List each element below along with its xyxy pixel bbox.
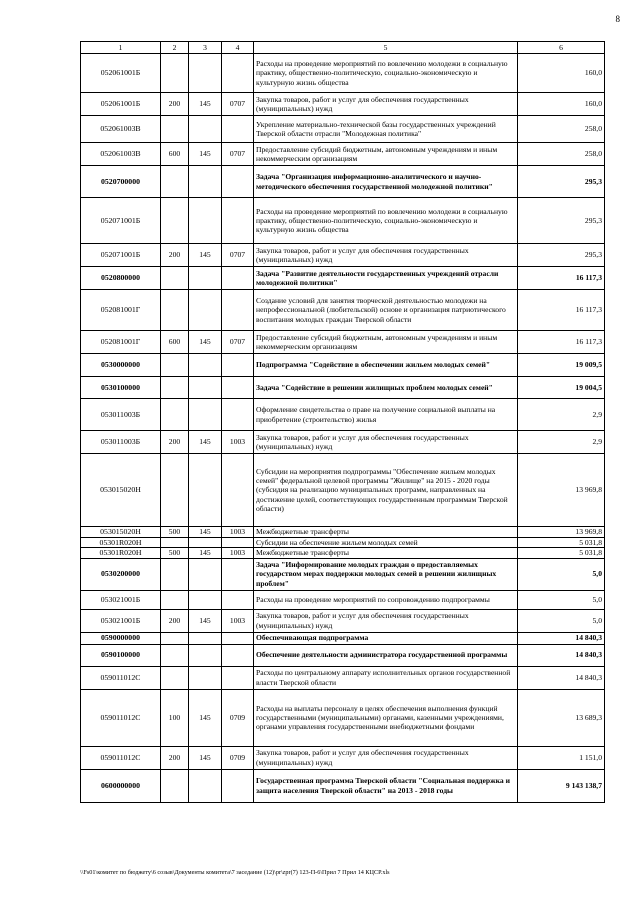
code-cell: 05301R020Н	[81, 537, 161, 548]
amount-cell: 295,3	[518, 198, 605, 244]
section-cell: 145	[189, 431, 222, 454]
expense-type-cell	[161, 769, 189, 802]
subsection-cell	[222, 769, 254, 802]
expense-type-cell: 200	[161, 609, 189, 632]
description-cell: Закупка товаров, работ и услуг для обеспечения государственных (муниципальных) нужд	[254, 609, 518, 632]
expense-type-cell	[161, 590, 189, 609]
expense-type-cell	[161, 267, 189, 290]
table-row	[81, 377, 605, 399]
amount-cell: 295,3	[518, 166, 605, 198]
subsection-cell	[222, 632, 254, 644]
amount-cell: 2,9	[518, 399, 605, 431]
table-row	[81, 609, 605, 632]
expense-type-cell: 600	[161, 331, 189, 354]
section-cell	[189, 116, 222, 143]
expense-type-cell	[161, 666, 189, 689]
header-cell: 5	[254, 42, 518, 54]
description-cell: Расходы по центральному аппарату исполнительных органов государственной власти Тверской области	[254, 666, 518, 689]
description-cell: Межбюджетные трансферты	[254, 527, 518, 538]
code-cell: 052071001Б	[81, 198, 161, 244]
description-cell: Расходы на выплаты персоналу в целях обеспечения выполнения функций государственными (муниципальными) органами, казенными учреждениями, органами управления государственными внебюджетными фондами	[254, 689, 518, 746]
header-cell: 4	[222, 42, 254, 54]
amount-cell: 13 969,8	[518, 527, 605, 538]
subsection-cell	[222, 54, 254, 93]
amount-cell: 5 031,8	[518, 537, 605, 548]
section-cell	[189, 666, 222, 689]
code-cell: 059011012С	[81, 666, 161, 689]
amount-cell: 13 689,3	[518, 689, 605, 746]
budget-table	[80, 41, 605, 803]
section-cell: 145	[189, 548, 222, 559]
table-row	[81, 590, 605, 609]
section-cell	[189, 377, 222, 399]
code-cell: 052061001Б	[81, 54, 161, 93]
description-cell: Задача "Информирование молодых граждан о предоставляемых государством мерах поддержки молодых семей в решении жилищных проблем"	[254, 558, 518, 590]
amount-cell: 5 031,8	[518, 548, 605, 559]
amount-cell: 13 969,8	[518, 454, 605, 527]
description-cell: Субсидии на мероприятия подпрограммы "Обеспечение жильем молодых семей" федеральной целевой программы "Жилище" на 2015 - 2020 годы (субсидия на реализацию муниципальных программ, направленных на достижение целей, соответствующих государственным программам Тверской области)	[254, 454, 518, 527]
description-cell: Закупка товаров, работ и услуг для обеспечения государственных (муниципальных) нужд	[254, 431, 518, 454]
subsection-cell	[222, 558, 254, 590]
expense-type-cell	[161, 116, 189, 143]
description-cell: Предоставление субсидий бюджетным, автономным учреждениям и иным некоммерческим организациям	[254, 143, 518, 166]
subsection-cell: 1003	[222, 609, 254, 632]
table-row	[81, 632, 605, 644]
expense-type-cell	[161, 537, 189, 548]
code-cell: 053021001Б	[81, 609, 161, 632]
table-row	[81, 116, 605, 143]
amount-cell: 19 004,5	[518, 377, 605, 399]
expense-type-cell: 200	[161, 244, 189, 267]
subsection-cell: 0707	[222, 143, 254, 166]
description-cell: Межбюджетные трансферты	[254, 548, 518, 559]
table-row	[81, 331, 605, 354]
expense-type-cell	[161, 377, 189, 399]
description-cell: Задача "Содействие в решении жилищных проблем молодых семей"	[254, 377, 518, 399]
header-row	[81, 42, 605, 54]
expense-type-cell	[161, 632, 189, 644]
code-cell: 053015020Н	[81, 454, 161, 527]
expense-type-cell: 200	[161, 93, 189, 116]
table-row	[81, 244, 605, 267]
code-cell: 053015020Н	[81, 527, 161, 538]
page-number: 8	[615, 14, 620, 24]
section-cell	[189, 354, 222, 377]
file-path-footer: \\Fs01\комитет по бюджету\6 созыв\Документы комитета\7 заседание (12)\pr\zpr(7) 123-П-6\Прил 7 Прил 14 КЦСР.xls	[80, 869, 390, 876]
description-cell: Обеспечивающая подпрограмма	[254, 632, 518, 644]
section-cell: 145	[189, 746, 222, 769]
section-cell	[189, 198, 222, 244]
header-cell: 6	[518, 42, 605, 54]
section-cell: 145	[189, 143, 222, 166]
description-cell: Субсидии на обеспечение жильем молодых семей	[254, 537, 518, 548]
table-row	[81, 644, 605, 666]
amount-cell: 19 009,5	[518, 354, 605, 377]
code-cell: 0530200000	[81, 558, 161, 590]
section-cell	[189, 558, 222, 590]
expense-type-cell	[161, 644, 189, 666]
subsection-cell	[222, 537, 254, 548]
subsection-cell: 0707	[222, 331, 254, 354]
amount-cell: 9 143 138,7	[518, 769, 605, 802]
expense-type-cell	[161, 54, 189, 93]
subsection-cell	[222, 644, 254, 666]
section-cell	[189, 267, 222, 290]
subsection-cell: 1003	[222, 527, 254, 538]
amount-cell: 5,0	[518, 558, 605, 590]
table-row	[81, 689, 605, 746]
description-cell: Оформление свидетельства о праве на получение социальной выплаты на приобретение (строительство) жилья	[254, 399, 518, 431]
expense-type-cell	[161, 354, 189, 377]
code-cell: 053011003Б	[81, 431, 161, 454]
section-cell	[189, 54, 222, 93]
subsection-cell	[222, 590, 254, 609]
amount-cell: 5,0	[518, 609, 605, 632]
code-cell: 052081001Г	[81, 331, 161, 354]
table-row	[81, 54, 605, 93]
subsection-cell	[222, 666, 254, 689]
subsection-cell	[222, 166, 254, 198]
expense-type-cell: 500	[161, 548, 189, 559]
header-cell: 1	[81, 42, 161, 54]
amount-cell: 2,9	[518, 431, 605, 454]
subsection-cell: 0709	[222, 746, 254, 769]
table-row	[81, 290, 605, 331]
description-cell: Укрепление материально-технической базы государственных учреждений Тверской области отрасли "Молодежная политика"	[254, 116, 518, 143]
code-cell: 059011012С	[81, 746, 161, 769]
expense-type-cell	[161, 454, 189, 527]
code-cell: 05301R020Н	[81, 548, 161, 559]
description-cell: Подпрограмма "Содействие в обеспечении жильем молодых семей"	[254, 354, 518, 377]
expense-type-cell	[161, 198, 189, 244]
code-cell: 0530000000	[81, 354, 161, 377]
subsection-cell	[222, 454, 254, 527]
budget-table-body	[81, 42, 605, 803]
expense-type-cell: 200	[161, 746, 189, 769]
code-cell: 052061003В	[81, 143, 161, 166]
description-cell: Предоставление субсидий бюджетным, автономным учреждениям и иным некоммерческим организациям	[254, 331, 518, 354]
code-cell: 059011012С	[81, 689, 161, 746]
amount-cell: 258,0	[518, 143, 605, 166]
section-cell: 145	[189, 244, 222, 267]
expense-type-cell: 600	[161, 143, 189, 166]
amount-cell: 16 117,3	[518, 331, 605, 354]
amount-cell: 295,3	[518, 244, 605, 267]
subsection-cell	[222, 290, 254, 331]
section-cell	[189, 290, 222, 331]
section-cell	[189, 769, 222, 802]
section-cell	[189, 166, 222, 198]
subsection-cell: 0709	[222, 689, 254, 746]
table-row	[81, 537, 605, 548]
amount-cell: 1 151,0	[518, 746, 605, 769]
subsection-cell: 1003	[222, 431, 254, 454]
amount-cell: 16 117,3	[518, 267, 605, 290]
subsection-cell	[222, 116, 254, 143]
amount-cell: 14 840,3	[518, 632, 605, 644]
amount-cell: 14 840,3	[518, 644, 605, 666]
amount-cell: 160,0	[518, 93, 605, 116]
subsection-cell	[222, 399, 254, 431]
section-cell: 145	[189, 689, 222, 746]
header-cell: 2	[161, 42, 189, 54]
expense-type-cell	[161, 290, 189, 331]
expense-type-cell	[161, 399, 189, 431]
table-row	[81, 548, 605, 559]
table-row	[81, 399, 605, 431]
table-row	[81, 198, 605, 244]
description-cell: Обеспечение деятельности администратора государственной программы	[254, 644, 518, 666]
description-cell: Задача "Организация информационно-аналитического и научно-методического обеспечения государственной молодежной политики"	[254, 166, 518, 198]
subsection-cell	[222, 377, 254, 399]
table-row	[81, 666, 605, 689]
amount-cell: 16 117,3	[518, 290, 605, 331]
description-cell: Создание условий для занятия творческой деятельностью молодежи на непрофессиональной (любительской) основе и организация патриотического воспитания молодых граждан Тверской области	[254, 290, 518, 331]
code-cell: 052061001Б	[81, 93, 161, 116]
expense-type-cell	[161, 166, 189, 198]
section-cell: 145	[189, 93, 222, 116]
code-cell: 053021001Б	[81, 590, 161, 609]
section-cell	[189, 454, 222, 527]
description-cell: Задача "Развитие деятельности государственных учреждений отрасли молодежной политики"	[254, 267, 518, 290]
section-cell	[189, 399, 222, 431]
code-cell: 0590000000	[81, 632, 161, 644]
table-row	[81, 267, 605, 290]
subsection-cell: 0707	[222, 93, 254, 116]
code-cell: 0520700000	[81, 166, 161, 198]
section-cell	[189, 537, 222, 548]
table-row	[81, 143, 605, 166]
table-row	[81, 166, 605, 198]
section-cell: 145	[189, 331, 222, 354]
header-cell: 3	[189, 42, 222, 54]
code-cell: 052071001Б	[81, 244, 161, 267]
subsection-cell	[222, 267, 254, 290]
description-cell: Закупка товаров, работ и услуг для обеспечения государственных (муниципальных) нужд	[254, 746, 518, 769]
code-cell: 0530100000	[81, 377, 161, 399]
section-cell	[189, 632, 222, 644]
description-cell: Закупка товаров, работ и услуг для обеспечения государственных (муниципальных) нужд	[254, 244, 518, 267]
table-row	[81, 431, 605, 454]
amount-cell: 258,0	[518, 116, 605, 143]
section-cell	[189, 590, 222, 609]
expense-type-cell: 200	[161, 431, 189, 454]
expense-type-cell: 100	[161, 689, 189, 746]
expense-type-cell: 500	[161, 527, 189, 538]
table-row	[81, 746, 605, 769]
table-row	[81, 93, 605, 116]
amount-cell: 160,0	[518, 54, 605, 93]
description-cell: Государственная программа Тверской области "Социальная поддержка и защита населения Тверской области" на 2013 - 2018 годы	[254, 769, 518, 802]
description-cell: Закупка товаров, работ и услуг для обеспечения государственных (муниципальных) нужд	[254, 93, 518, 116]
table-row	[81, 527, 605, 538]
table-row	[81, 769, 605, 802]
section-cell: 145	[189, 527, 222, 538]
amount-cell: 14 840,3	[518, 666, 605, 689]
code-cell: 0520800000	[81, 267, 161, 290]
description-cell: Расходы на проведение мероприятий по сопровождению подпрограммы	[254, 590, 518, 609]
code-cell: 053011003Б	[81, 399, 161, 431]
subsection-cell	[222, 354, 254, 377]
description-cell: Расходы на проведение мероприятий по вовлечению молодежи в социальную практику, общественно-политическую, социально-экономическую и культурную жизнь общества	[254, 198, 518, 244]
code-cell: 0600000000	[81, 769, 161, 802]
subsection-cell	[222, 198, 254, 244]
table-row	[81, 354, 605, 377]
subsection-cell: 0707	[222, 244, 254, 267]
subsection-cell: 1003	[222, 548, 254, 559]
table-row	[81, 558, 605, 590]
table-row	[81, 454, 605, 527]
code-cell: 0590100000	[81, 644, 161, 666]
section-cell	[189, 644, 222, 666]
code-cell: 052061003В	[81, 116, 161, 143]
description-cell: Расходы на проведение мероприятий по вовлечению молодежи в социальную практику, общественно-политическую, социально-экономическую и культурную жизнь общества	[254, 54, 518, 93]
code-cell: 052081001Г	[81, 290, 161, 331]
expense-type-cell	[161, 558, 189, 590]
amount-cell: 5,0	[518, 590, 605, 609]
section-cell: 145	[189, 609, 222, 632]
